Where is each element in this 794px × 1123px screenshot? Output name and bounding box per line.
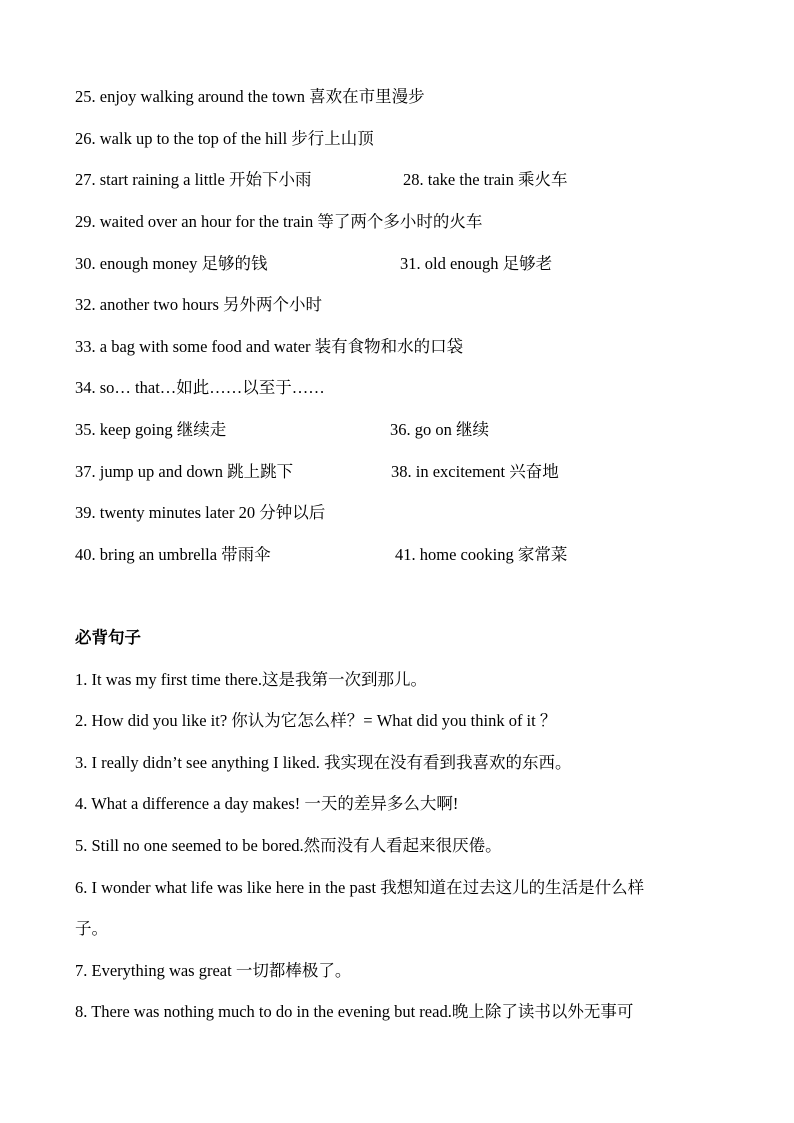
- sentence-line: [75, 710, 556, 732]
- phrase-line: [75, 502, 325, 524]
- phrase-text: 32. another two hours 另外两个小时: [75, 295, 323, 314]
- section-heading: 必背句子: [75, 628, 141, 647]
- phrase-text: 26. walk up to the top of the hill 步行上山顶: [75, 129, 374, 148]
- sentence-line: [75, 752, 571, 774]
- sentence-line: [75, 835, 502, 857]
- phrase-line: [75, 169, 568, 191]
- phrase-line: [75, 294, 322, 316]
- sentence-text: 1. It was my first time there.这是我第一次到那儿。: [75, 670, 427, 689]
- sentence-text: 6. I wonder what life was like here in the past 我想知道在过去这儿的生活是什么样: [75, 878, 645, 897]
- phrase-text: 35. keep going 继续走: [75, 420, 227, 439]
- sentence-text: 8. There was nothing much to do in the evening but read.晚上除了读书以外无事可: [75, 1002, 634, 1021]
- phrase-text: 39. twenty minutes later 20 分钟以后: [75, 503, 326, 522]
- sentence-text: 4. What a difference a day makes! 一天的差异多么大啊!: [75, 794, 459, 813]
- phrase-line: [75, 419, 489, 441]
- phrase-text-right: 36. go on 继续: [390, 420, 489, 439]
- phrase-line: [75, 461, 559, 483]
- sentence-text: 2. How did you like it? 你认为它怎么样？= What did you think of it ？: [75, 711, 557, 730]
- phrase-text-right: 31. old enough 足够老: [400, 254, 553, 273]
- phrase-text-right: 41. home cooking 家常菜: [395, 545, 568, 564]
- sentence-line: [75, 918, 108, 940]
- phrase-line: [75, 377, 325, 399]
- sentence-text: 7. Everything was great 一切都棒极了。: [75, 961, 352, 980]
- phrase-line: [75, 544, 568, 566]
- sentence-line: [75, 1001, 633, 1023]
- phrase-line: [75, 211, 482, 233]
- phrase-text: 25. enjoy walking around the town 喜欢在市里漫步: [75, 87, 425, 106]
- phrase-text: 33. a bag with some food and water 装有食物和水的口袋: [75, 337, 464, 356]
- phrase-text-right: 28. take the train 乘火车: [403, 170, 568, 189]
- sentence-line: [75, 669, 427, 691]
- sentence-line: [75, 960, 351, 982]
- sentence-text: 5. Still no one seemed to be bored.然而没有人看起来很厌倦。: [75, 836, 502, 855]
- phrase-text: 37. jump up and down 跳上跳下: [75, 462, 294, 481]
- phrase-text-right: 38. in excitement 兴奋地: [391, 462, 559, 481]
- phrase-line: [75, 86, 425, 108]
- phrase-line: [75, 336, 463, 358]
- phrase-line: [75, 128, 374, 150]
- phrase-text: 29. waited over an hour for the train 等了两个多小时的火车: [75, 212, 483, 231]
- sentence-line: [75, 877, 644, 899]
- phrase-text: 30. enough money 足够的钱: [75, 254, 268, 273]
- phrase-line: [75, 253, 553, 275]
- phrase-text: 40. bring an umbrella 带雨伞: [75, 545, 271, 564]
- phrase-text: 34. so… that…如此……以至于……: [75, 378, 325, 397]
- phrase-text: 27. start raining a little 开始下小雨: [75, 170, 312, 189]
- sentence-text: 子。: [75, 919, 108, 938]
- sentence-text: 3. I really didn’t see anything I liked. 我实现在没有看到我喜欢的东西。: [75, 753, 572, 772]
- sentence-line: [75, 793, 458, 815]
